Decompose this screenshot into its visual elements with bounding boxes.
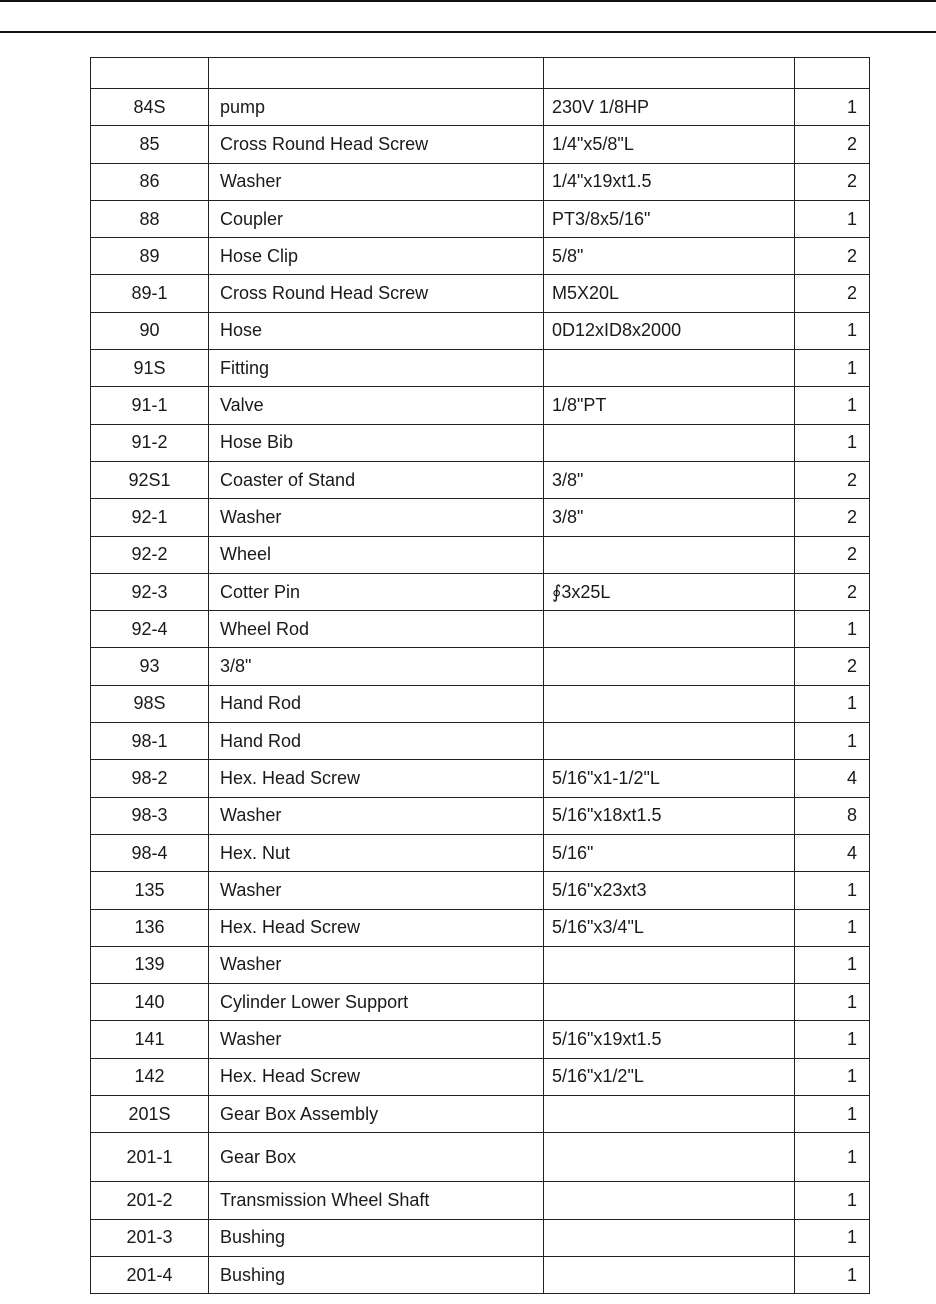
- specification-cell: [544, 946, 795, 983]
- part-number-cell: 92S1: [91, 461, 209, 498]
- description-cell: Hex. Head Screw: [209, 1058, 544, 1095]
- specification-cell: 5/16"x18xt1.5: [544, 797, 795, 834]
- specification-cell: [544, 1256, 795, 1293]
- quantity-cell: 1: [795, 984, 870, 1021]
- part-number-cell: 201-1: [91, 1133, 209, 1182]
- part-number-cell: 201S: [91, 1096, 209, 1133]
- specification-cell: [544, 424, 795, 461]
- table-row: [91, 461, 870, 498]
- description-cell: Bushing: [209, 1256, 544, 1293]
- quantity-cell: 1: [795, 1096, 870, 1133]
- description-cell: Hose Bib: [209, 424, 544, 461]
- description-cell: Washer: [209, 163, 544, 200]
- header-specification: [544, 58, 795, 89]
- header-rule: [0, 31, 936, 33]
- parts-list-table: [90, 57, 870, 1294]
- specification-cell: [544, 685, 795, 722]
- quantity-cell: 2: [795, 238, 870, 275]
- table-row: [91, 723, 870, 760]
- part-number-cell: 92-1: [91, 499, 209, 536]
- specification-cell: 5/16"x3/4"L: [544, 909, 795, 946]
- quantity-cell: 1: [795, 1256, 870, 1293]
- quantity-cell: 1: [795, 200, 870, 237]
- part-number-cell: 141: [91, 1021, 209, 1058]
- quantity-cell: 2: [795, 275, 870, 312]
- quantity-cell: 1: [795, 312, 870, 349]
- description-cell: Cross Round Head Screw: [209, 126, 544, 163]
- specification-cell: 5/16"x23xt3: [544, 872, 795, 909]
- specification-cell: 0D12xID8x2000: [544, 312, 795, 349]
- table-row: [91, 760, 870, 797]
- part-number-cell: 91-2: [91, 424, 209, 461]
- description-cell: Washer: [209, 499, 544, 536]
- quantity-cell: 2: [795, 126, 870, 163]
- specification-cell: [544, 723, 795, 760]
- quantity-cell: 4: [795, 760, 870, 797]
- table-row: [91, 872, 870, 909]
- part-number-cell: 91-1: [91, 387, 209, 424]
- table-row: [91, 350, 870, 387]
- description-cell: Fitting: [209, 350, 544, 387]
- specification-cell: [544, 648, 795, 685]
- part-number-cell: 135: [91, 872, 209, 909]
- table-row: [91, 499, 870, 536]
- table-row: [91, 275, 870, 312]
- part-number-cell: 91S: [91, 350, 209, 387]
- table-row: [91, 312, 870, 349]
- part-number-cell: 85: [91, 126, 209, 163]
- description-cell: Coaster of Stand: [209, 461, 544, 498]
- quantity-cell: 1: [795, 611, 870, 648]
- table-body: [91, 89, 870, 1294]
- part-number-cell: 201-2: [91, 1182, 209, 1219]
- description-cell: Cotter Pin: [209, 573, 544, 610]
- part-number-cell: 86: [91, 163, 209, 200]
- part-number-cell: 98-1: [91, 723, 209, 760]
- description-cell: Washer: [209, 946, 544, 983]
- description-cell: Hand Rod: [209, 685, 544, 722]
- specification-cell: M5X20L: [544, 275, 795, 312]
- table-row: [91, 126, 870, 163]
- table-row: [91, 536, 870, 573]
- part-number-cell: 92-3: [91, 573, 209, 610]
- quantity-cell: 1: [795, 909, 870, 946]
- part-number-cell: 98-2: [91, 760, 209, 797]
- table-row: [91, 1182, 870, 1219]
- part-number-cell: 98S: [91, 685, 209, 722]
- specification-cell: 1/4"x5/8"L: [544, 126, 795, 163]
- quantity-cell: 2: [795, 499, 870, 536]
- description-cell: 3/8": [209, 648, 544, 685]
- description-cell: Hose: [209, 312, 544, 349]
- table-row: [91, 163, 870, 200]
- description-cell: Washer: [209, 1021, 544, 1058]
- specification-cell: 5/8": [544, 238, 795, 275]
- specification-cell: 3/8": [544, 499, 795, 536]
- part-number-cell: 93: [91, 648, 209, 685]
- quantity-cell: 1: [795, 723, 870, 760]
- table-row: [91, 200, 870, 237]
- table-row: [91, 1133, 870, 1182]
- quantity-cell: 1: [795, 685, 870, 722]
- part-number-cell: 142: [91, 1058, 209, 1095]
- table-row: [91, 946, 870, 983]
- part-number-cell: 201-4: [91, 1256, 209, 1293]
- description-cell: Hex. Head Screw: [209, 760, 544, 797]
- part-number-cell: 89-1: [91, 275, 209, 312]
- specification-cell: [544, 350, 795, 387]
- table-row: [91, 1021, 870, 1058]
- description-cell: Valve: [209, 387, 544, 424]
- specification-cell: 1/4"x19xt1.5: [544, 163, 795, 200]
- quantity-cell: 4: [795, 834, 870, 871]
- quantity-cell: 1: [795, 350, 870, 387]
- part-number-cell: 89: [91, 238, 209, 275]
- table-row: [91, 573, 870, 610]
- top-rule: [0, 0, 936, 2]
- part-number-cell: 92-2: [91, 536, 209, 573]
- part-number-cell: 84S: [91, 89, 209, 126]
- description-cell: Hex. Nut: [209, 834, 544, 871]
- quantity-cell: 2: [795, 163, 870, 200]
- description-cell: Hand Rod: [209, 723, 544, 760]
- quantity-cell: 1: [795, 1021, 870, 1058]
- quantity-cell: 1: [795, 872, 870, 909]
- table-row: [91, 1058, 870, 1095]
- specification-cell: [544, 1219, 795, 1256]
- quantity-cell: 1: [795, 946, 870, 983]
- description-cell: Washer: [209, 872, 544, 909]
- description-cell: pump: [209, 89, 544, 126]
- specification-cell: 5/16"x1-1/2"L: [544, 760, 795, 797]
- table-row: [91, 238, 870, 275]
- quantity-cell: 1: [795, 89, 870, 126]
- specification-cell: 5/16"x1/2"L: [544, 1058, 795, 1095]
- specification-cell: 5/16": [544, 834, 795, 871]
- quantity-cell: 1: [795, 424, 870, 461]
- part-number-cell: 201-3: [91, 1219, 209, 1256]
- quantity-cell: 1: [795, 1133, 870, 1182]
- table-row: [91, 685, 870, 722]
- table-row: [91, 387, 870, 424]
- part-number-cell: 98-3: [91, 797, 209, 834]
- description-cell: Bushing: [209, 1219, 544, 1256]
- table-row: [91, 1096, 870, 1133]
- header-quantity: [795, 58, 870, 89]
- part-number-cell: 98-4: [91, 834, 209, 871]
- description-cell: Gear Box: [209, 1133, 544, 1182]
- description-cell: Gear Box Assembly: [209, 1096, 544, 1133]
- specification-cell: PT3/8x5/16": [544, 200, 795, 237]
- table-row: [91, 909, 870, 946]
- specification-cell: 5/16"x19xt1.5: [544, 1021, 795, 1058]
- quantity-cell: 2: [795, 536, 870, 573]
- quantity-cell: 2: [795, 461, 870, 498]
- header-description: [209, 58, 544, 89]
- part-number-cell: 140: [91, 984, 209, 1021]
- table-row: [91, 797, 870, 834]
- quantity-cell: 1: [795, 387, 870, 424]
- description-cell: Coupler: [209, 200, 544, 237]
- table-row: [91, 984, 870, 1021]
- description-cell: Hex. Head Screw: [209, 909, 544, 946]
- description-cell: Cylinder Lower Support: [209, 984, 544, 1021]
- table-row: [91, 648, 870, 685]
- specification-cell: 3/8": [544, 461, 795, 498]
- specification-cell: [544, 1096, 795, 1133]
- description-cell: Cross Round Head Screw: [209, 275, 544, 312]
- specification-cell: [544, 1182, 795, 1219]
- specification-cell: [544, 536, 795, 573]
- part-number-cell: 88: [91, 200, 209, 237]
- table-row: [91, 89, 870, 126]
- table-row: [91, 611, 870, 648]
- description-cell: Washer: [209, 797, 544, 834]
- description-cell: Hose Clip: [209, 238, 544, 275]
- quantity-cell: 8: [795, 797, 870, 834]
- quantity-cell: 1: [795, 1058, 870, 1095]
- table-row: [91, 834, 870, 871]
- part-number-cell: 90: [91, 312, 209, 349]
- quantity-cell: 2: [795, 648, 870, 685]
- part-number-cell: 136: [91, 909, 209, 946]
- specification-cell: [544, 611, 795, 648]
- quantity-cell: 2: [795, 573, 870, 610]
- header-part-no: [91, 58, 209, 89]
- specification-cell: 1/8"PT: [544, 387, 795, 424]
- table-row: [91, 424, 870, 461]
- quantity-cell: 1: [795, 1182, 870, 1219]
- specification-cell: 230V 1/8HP: [544, 89, 795, 126]
- part-number-cell: 139: [91, 946, 209, 983]
- description-cell: Wheel: [209, 536, 544, 573]
- specification-cell: [544, 1133, 795, 1182]
- quantity-cell: 1: [795, 1219, 870, 1256]
- part-number-cell: 92-4: [91, 611, 209, 648]
- description-cell: Transmission Wheel Shaft: [209, 1182, 544, 1219]
- table-row: [91, 1219, 870, 1256]
- table-row: [91, 1256, 870, 1293]
- description-cell: Wheel Rod: [209, 611, 544, 648]
- specification-cell: [544, 984, 795, 1021]
- specification-cell: ∮3x25L: [544, 573, 795, 610]
- table-header-row: [91, 58, 870, 89]
